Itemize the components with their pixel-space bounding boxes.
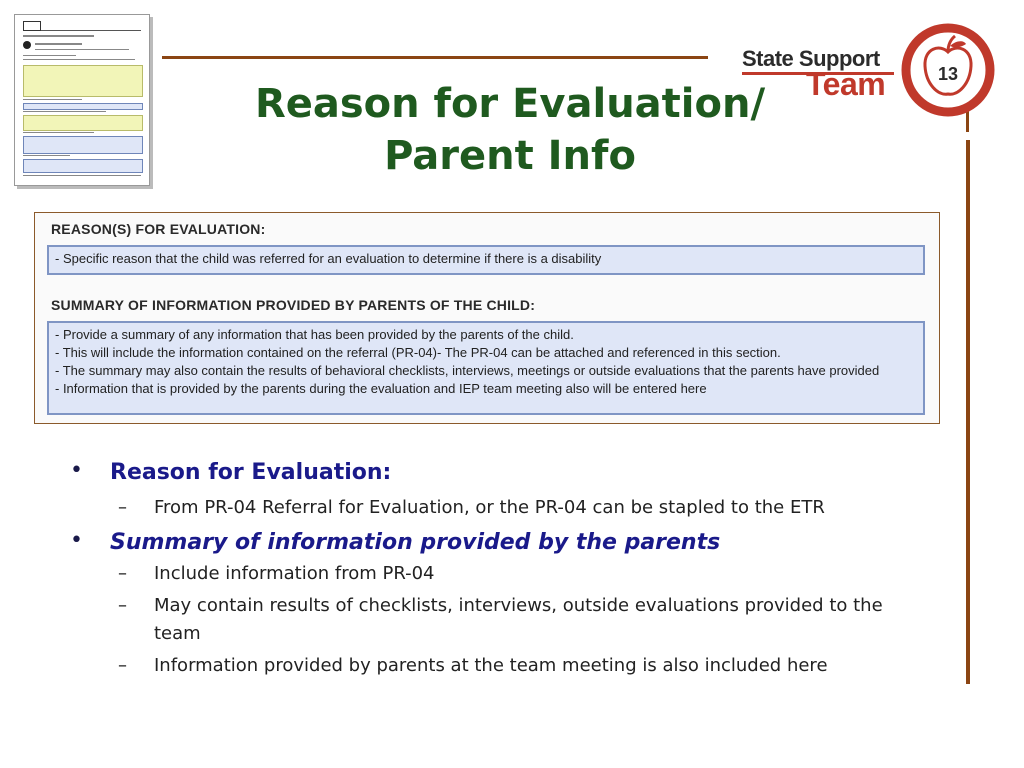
title-line-2: Parent Info [384,133,636,179]
slide-title [200,78,820,182]
section-heading-summary: SUMMARY OF INFORMATION PROVIDED BY PARENTS OF THE CHILD: [51,297,536,313]
form-thumbnail [14,14,150,186]
sub-bullet-text: From PR-04 Referral for Evaluation, or the PR-04 can be stapled to the ETR [154,497,825,518]
summary-line: - Provide a summary of any information that has been provided by the parents of the child. [55,327,574,342]
sub-bullet-text: Information provided by parents at the team meeting is also included here [154,655,828,676]
sub-bullet-text: May contain results of checklists, interviews, outside evaluations provided to the team [154,595,883,644]
form-excerpt [34,212,940,424]
summary-box [47,321,925,415]
logo-word-state-support: State Support [742,46,880,71]
dash-icon: – [118,655,127,676]
sub-bullet-item [70,652,930,680]
logo-number: 13 [937,64,959,84]
bullet-item [70,526,930,560]
sub-bullet-item [70,494,930,522]
reasons-line: - Specific reason that the child was referred for an evaluation to determine if there is a disability [55,251,602,266]
reasons-box [47,245,925,275]
bullet-list [70,456,930,680]
sub-bullet-item [70,560,930,588]
bullet-dot-icon: • [70,458,83,483]
top-rule [162,56,708,59]
dash-icon: – [118,563,127,584]
bullet-text: Reason for Evaluation: [110,460,392,485]
sub-bullet-item [70,592,930,648]
bullet-dot-icon: • [70,528,83,553]
summary-line: - The summary may also contain the results of behavioral checklists, interviews, meetings or outside evaluations that the parents have provided [55,363,880,378]
right-rule [966,140,970,684]
summary-line: - This will include the information contained on the referral (PR-04)- The PR-04 can be attached and referenced in this section. [55,345,781,360]
apple-circle-icon [900,22,996,118]
title-line-1: Reason for Evaluation/ [254,81,766,127]
dash-icon: – [118,595,127,616]
bullet-text: Summary of information provided by the parents [110,530,721,555]
sub-bullet-text: Include information from PR-04 [154,563,435,584]
bullet-item [70,456,930,490]
summary-line: - Information that is provided by the parents during the evaluation and IEP team meeting also will be entered here [55,381,707,396]
section-heading-reasons: REASON(S) FOR EVALUATION: [51,221,266,237]
dash-icon: – [118,497,127,518]
logo-word-team: Team [806,66,886,102]
